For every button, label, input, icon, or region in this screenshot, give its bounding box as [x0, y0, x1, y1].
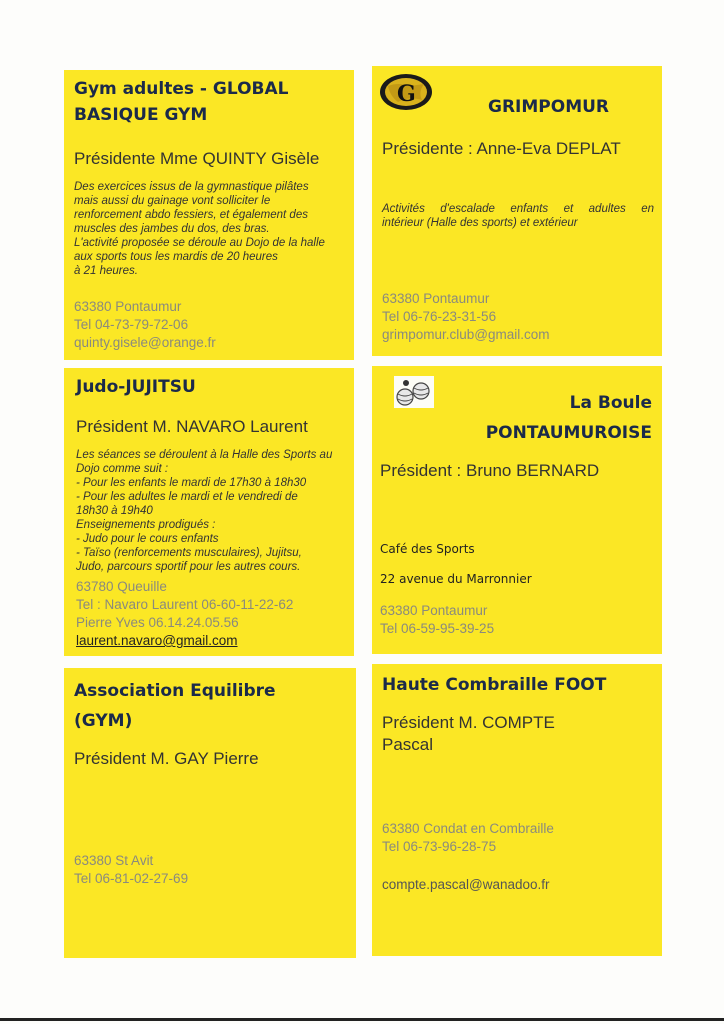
postal-address: 63380 Condat en Combraille [382, 821, 554, 836]
card-haute-combraille-foot [372, 664, 662, 956]
phone-number: Tel 06-59-95-39-25 [380, 621, 495, 636]
svg-text:G: G [397, 81, 416, 107]
grimpomur-logo-icon [378, 72, 434, 112]
card-gym-adultes [64, 70, 354, 360]
postal-address: 63780 Queuille [76, 579, 167, 594]
email-address[interactable]: grimpomur.club@gmail.com [382, 327, 550, 342]
petanque-balls-icon [394, 376, 434, 408]
activity-description: Activités d'escalade enfants et adultes en intérieur (Halle des sports) et extérieur [382, 203, 654, 229]
card-title: GRIMPOMUR [488, 97, 610, 117]
contact-block [382, 290, 550, 344]
activity-description: Des exercices issus de la gymnastique pilâtes mais aussi du gainage vont solliciter le renforcement abdo fessiers, et également des muscles des jambes du dos, des bras. L'activité proposée se déroule au Dojo de la halle aux sports tous les mardis de 20 heures à 21 heures. [74, 181, 325, 277]
postal-address: 63380 Pontaumur [382, 291, 490, 306]
venue-name: Café des Sports [380, 542, 475, 556]
email-address[interactable]: quinty.gisele@orange.fr [74, 335, 216, 350]
phone-number: Tel : Navaro Laurent 06-60-11-22-62 [76, 597, 294, 612]
venue-address: 22 avenue du Marronnier [380, 572, 532, 586]
president-name: Président M. NAVARO Laurent [76, 417, 308, 436]
president-name: Président M. COMPTE Pascal [382, 713, 555, 754]
postal-address: 63380 St Avit [74, 853, 154, 868]
card-association-equilibre [64, 668, 356, 958]
president-name: Président M. GAY Pierre [74, 749, 259, 768]
president-name: Président : Bruno BERNARD [380, 461, 600, 480]
contact-block [380, 602, 494, 638]
card-title: Judo-JUJITSU [76, 377, 196, 397]
card-title: La Boule PONTAUMUROISE [485, 393, 652, 443]
postal-address: 63380 Pontaumur [380, 603, 488, 618]
phone-number: Tel 06-73-96-28-75 [382, 839, 497, 854]
page-bottom-rule [0, 1018, 724, 1021]
email-address[interactable]: compte.pascal@wanadoo.fr [382, 877, 550, 892]
contact-block [382, 820, 554, 856]
card-title: Gym adultes - GLOBAL BASIQUE GYM [74, 79, 289, 125]
president-name: Présidente : Anne-Eva DEPLAT [382, 139, 621, 158]
email-link[interactable]: laurent.navaro@gmail.com [76, 633, 238, 648]
phone-number: Tel 06-76-23-31-56 [382, 309, 497, 324]
activity-description: Les séances se déroulent à la Halle des Sports au Dojo comme suit : - Pour les enfants le mardi de 17h30 à 18h30 - Pour les adultes le mardi et le vendredi de 18h30 à 19h40 Enseignements prodigués : - Judo pour le cours enfants - Taïso (renforcements musculaires), Jujitsu, Judo, parcours sportif pour les autres cours. [76, 449, 333, 573]
phone-number: Tel 06-81-02-27-69 [74, 871, 189, 886]
card-title: Association Equilibre (GYM) [74, 681, 276, 731]
phone-number-secondary: Pierre Yves 06.14.24.05.56 [76, 615, 239, 630]
phone-number: Tel 04-73-79-72-06 [74, 317, 189, 332]
president-name: Présidente Mme QUINTY Gisèle [74, 149, 320, 168]
card-grimpomur [372, 66, 662, 356]
contact-block [74, 852, 188, 888]
card-judo-jujitsu [64, 368, 354, 656]
contact-block [74, 298, 216, 352]
contact-block [76, 578, 293, 650]
card-la-boule [372, 366, 662, 654]
postal-address: 63380 Pontaumur [74, 299, 182, 314]
card-title: Haute Combraille FOOT [382, 675, 607, 695]
